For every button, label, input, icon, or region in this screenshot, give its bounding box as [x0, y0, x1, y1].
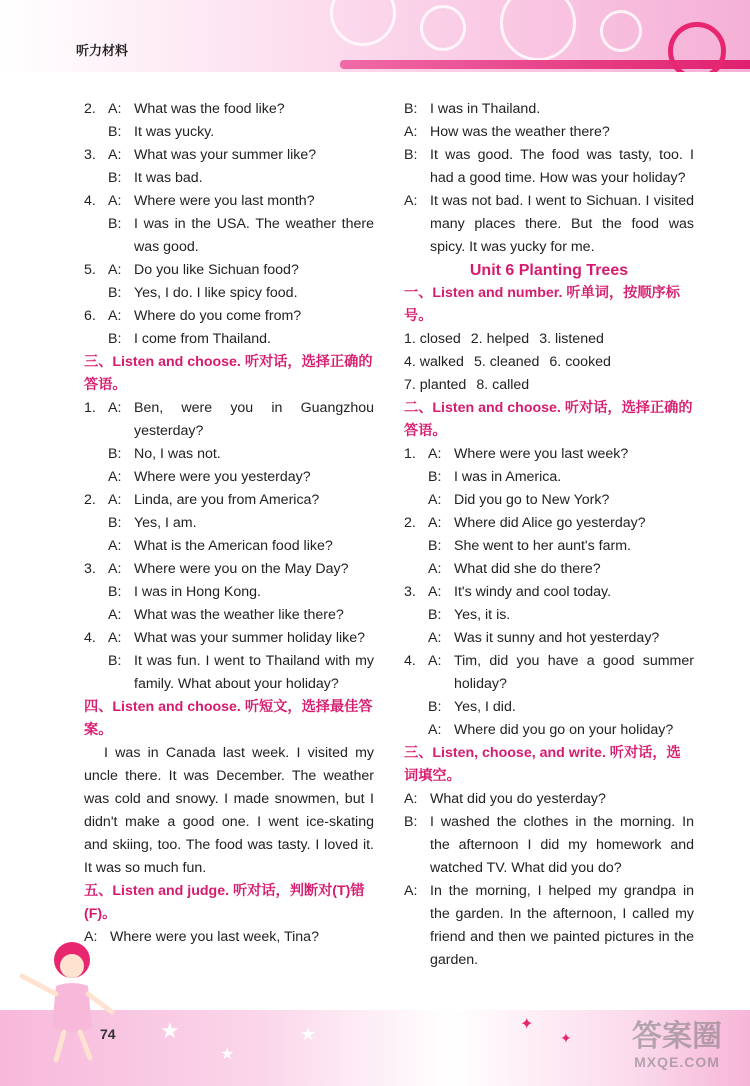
section2-title: 二、Listen and choose. 听对话，选择正确的答语。	[404, 400, 693, 439]
section3-title-right: 三、Listen, choose, and write. 听对话，选词填空。	[404, 745, 681, 784]
star-icon: ✦	[560, 1030, 572, 1046]
right-column	[404, 98, 694, 972]
dialog-line: B: I was in the USA. The weather there was good.	[108, 216, 374, 255]
left-column	[84, 98, 374, 949]
dialog-line: B: I come from Thailand.	[108, 331, 271, 347]
section2-list: 1. A: Where were you last week? B: I was in America. A: Did you go to New York? 2. A: Where did Alice go yesterday? B: She went to her aunt's farm. A: What did she do there? 3. A: It's windy and cool today. B: Yes, it is. A: Was it sunny and hot yesterday? 4. A: Tim, did you have a good summer holiday? B: Yes, I did. A: Where did you go on your holiday?	[404, 446, 694, 738]
dialog-line: 6. A: Where do you come from?	[84, 308, 302, 324]
decor-bubble	[330, 0, 396, 46]
dialog-line: B: I was in Thailand.	[404, 101, 541, 117]
dialog-line: B: I washed the clothes in the morning. In the afternoon I did my homework and watched TV. What did you do?	[404, 814, 694, 876]
dialog-line: 5. A: Do you like Sichuan food?	[84, 262, 299, 278]
page-number: 74	[100, 1026, 116, 1042]
dialog-line: B: Yes, I do. I like spicy food.	[108, 285, 298, 301]
header-ring-icon	[668, 22, 726, 72]
decor-bubble	[500, 0, 576, 61]
word-row: 4. walked 5. cleaned 6. cooked	[404, 354, 611, 370]
dialog-line: B: It was yucky.	[108, 124, 215, 140]
section3-title: 三、Listen and choose. 听对话，选择正确的答语。	[84, 354, 373, 393]
star-icon: ★	[300, 1024, 317, 1044]
section4-paragraph: I was in Canada last week. I visited my uncle there. It was December. The weather was cold and snowy. I made snowmen, but I didn't make a good one. I went ice-skating and skiing, too. The food was tasty. I loved it. It was so much fun.	[84, 745, 374, 876]
dialog-line: B: It was good. The food was tasty, too. I had a good time. How was your holiday?	[404, 147, 694, 186]
section4-title: 四、Listen and choose. 听短文，选择最佳答案。	[84, 699, 373, 738]
star-icon: ✦	[520, 1016, 534, 1033]
dialog-line: A: Where were you last week, Tina?	[84, 929, 319, 945]
star-icon: ★	[160, 1018, 180, 1043]
watermark-logo-text: 答案圈	[632, 1019, 722, 1054]
girl-illustration-icon	[12, 936, 122, 1066]
decor-bubble	[600, 10, 642, 52]
watermark-logo	[612, 1020, 742, 1080]
dialog-line: A: In the morning, I helped my grandpa in the garden. In the afternoon, I called my friend and then we painted pictures in the garden.	[404, 883, 694, 968]
watermark-site: MXQE.COM	[634, 1054, 720, 1070]
word-row: 7. planted 8. called	[404, 377, 530, 393]
dialog-line: A: How was the weather there?	[404, 124, 610, 140]
word-row: 1. closed 2. helped 3. listened	[404, 331, 604, 347]
dialog-line: B: It was bad.	[108, 170, 203, 186]
dialog-line: 4. A: Where were you last month?	[84, 193, 315, 209]
dialog-line: A: What did you do yesterday?	[404, 791, 606, 807]
page-header	[0, 0, 750, 72]
dialog-line: A: It was not bad. I went to Sichuan. I visited many places there. But the food was spicy. It was yucky for me.	[404, 193, 694, 255]
section1-title: 一、Listen and number. 听单词，按顺序标号。	[404, 285, 680, 324]
section3-list: 1. A: Ben, were you in Guangzhou yesterday? B: No, I was not. A: Where were you yesterday? 2. A: Linda, are you from America? B: Yes, I am. A: What is the American food like? 3. A: Where were you on the May Day? B: I was in Hong Kong. A: What was the weather like there? 4. A: What was your summer holiday like? B: It was fun. I went to Thailand with my family. What about your holiday?	[84, 400, 374, 692]
star-icon: ★	[220, 1046, 235, 1063]
header-title: 听力材料	[76, 44, 129, 59]
decor-bubble	[420, 5, 466, 51]
section5-title: 五、Listen and judge. 听对话，判断对(T)错(F)。	[84, 883, 365, 922]
dialog-line: 2. A: What was the food like?	[84, 101, 285, 117]
unit-title: Unit 6 Planting Trees	[469, 262, 629, 279]
part2-list	[84, 98, 374, 351]
dialog-line: 3. A: What was your summer like?	[84, 147, 317, 163]
